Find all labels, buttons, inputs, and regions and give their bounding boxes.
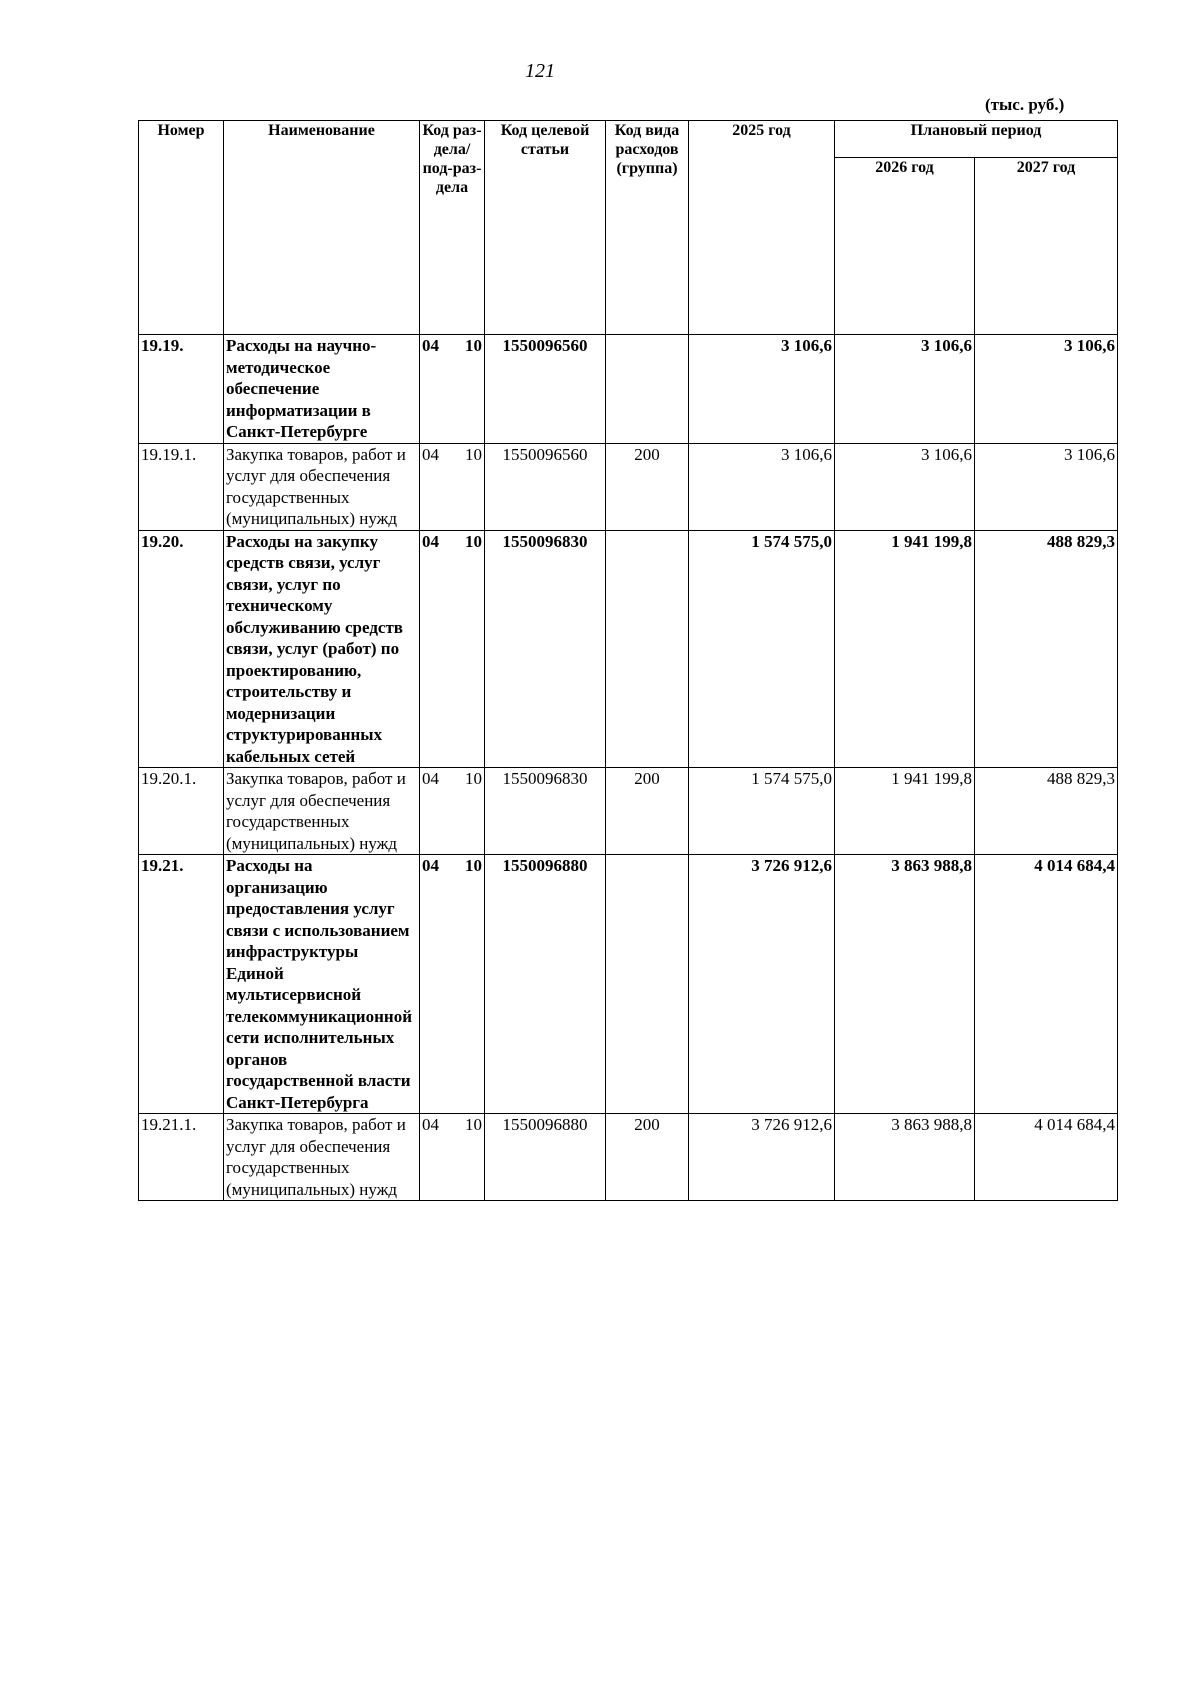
row-expense-type: 200 — [606, 1114, 689, 1201]
row-subsection: 10 — [465, 1115, 482, 1134]
row-name: Расходы на научно-методическое обеспечение информатизации в Санкт-Петербурге — [224, 335, 420, 444]
row-target-code: 1550096880 — [485, 855, 606, 1114]
row-section-code — [420, 335, 485, 444]
row-target-code: 1550096830 — [485, 768, 606, 855]
row-value-2027: 4 014 684,4 — [975, 1114, 1118, 1201]
header-target-code: Код целевой статьи — [485, 121, 606, 335]
row-subsection: 10 — [465, 444, 482, 464]
row-value-2026: 1 941 199,8 — [835, 768, 975, 855]
row-subsection: 10 — [465, 856, 482, 875]
row-value-2025: 1 574 575,0 — [689, 530, 835, 768]
row-section-code — [420, 768, 485, 855]
row-section: 04 — [422, 1115, 439, 1134]
row-section: 04 — [422, 444, 439, 464]
table-row — [139, 530, 1118, 768]
row-name: Закупка товаров, работ и услуг для обеспечения государственных (муниципальных) нужд — [224, 768, 420, 855]
row-subsection: 10 — [465, 769, 482, 788]
row-value-2027: 3 106,6 — [975, 443, 1118, 530]
row-section: 04 — [422, 856, 439, 875]
table-row — [139, 855, 1118, 1114]
row-target-code: 1550096560 — [485, 443, 606, 530]
header-name: Наименование — [224, 121, 420, 335]
row-expense-type — [606, 855, 689, 1114]
row-target-code: 1550096830 — [485, 530, 606, 768]
header-number: Номер — [139, 121, 224, 335]
row-expense-type — [606, 335, 689, 444]
row-section: 04 — [422, 769, 439, 788]
header-expense-type-code: Код вида расходов (группа) — [606, 121, 689, 335]
row-number: 19.20.1. — [139, 768, 224, 855]
row-subsection: 10 — [465, 531, 482, 551]
row-value-2026: 3 863 988,8 — [835, 855, 975, 1114]
row-value-2025: 3 106,6 — [689, 443, 835, 530]
header-year-2027: 2027 год — [975, 158, 1118, 335]
row-expense-type: 200 — [606, 768, 689, 855]
row-target-code: 1550096880 — [485, 1114, 606, 1201]
header-section-code: Код раз-дела/ под-раз-дела — [420, 121, 485, 335]
budget-table — [138, 120, 1118, 1201]
row-value-2026: 3 106,6 — [835, 335, 975, 444]
row-value-2026: 3 863 988,8 — [835, 1114, 975, 1201]
row-value-2027: 488 829,3 — [975, 768, 1118, 855]
row-number: 19.19.1. — [139, 443, 224, 530]
row-value-2026: 3 106,6 — [835, 443, 975, 530]
row-value-2025: 3 726 912,6 — [689, 855, 835, 1114]
header-year-2026: 2026 год — [835, 158, 975, 335]
table-row — [139, 443, 1118, 530]
table-row — [139, 768, 1118, 855]
row-section-code — [420, 1114, 485, 1201]
row-value-2025: 1 574 575,0 — [689, 768, 835, 855]
row-value-2027: 488 829,3 — [975, 530, 1118, 768]
row-value-2025: 3 106,6 — [689, 335, 835, 444]
row-section-code — [420, 855, 485, 1114]
row-number: 19.20. — [139, 530, 224, 768]
row-number: 19.21. — [139, 855, 224, 1114]
row-section-code — [420, 530, 485, 768]
header-year-2025: 2025 год — [689, 121, 835, 335]
row-subsection: 10 — [465, 336, 482, 355]
row-name: Расходы на закупку средств связи, услуг связи, услуг по техническому обслуживанию средств связи, услуг (работ) по проектированию, строительству и модернизации структурированных кабельных сетей — [224, 530, 420, 768]
row-number: 19.21.1. — [139, 1114, 224, 1201]
header-planned-period: Плановый период — [835, 121, 1118, 158]
row-value-2027: 4 014 684,4 — [975, 855, 1118, 1114]
row-name: Закупка товаров, работ и услуг для обеспечения государственных (муниципальных) нужд — [224, 443, 420, 530]
row-value-2025: 3 726 912,6 — [689, 1114, 835, 1201]
row-expense-type: 200 — [606, 443, 689, 530]
page-number: 121 — [525, 60, 555, 82]
row-name: Закупка товаров, работ и услуг для обеспечения государственных (муниципальных) нужд — [224, 1114, 420, 1201]
table-row — [139, 335, 1118, 444]
row-value-2027: 3 106,6 — [975, 335, 1118, 444]
row-section: 04 — [422, 531, 439, 551]
row-section: 04 — [422, 336, 439, 355]
row-name: Расходы на организацию предоставления услуг связи с использованием инфраструктуры Единой мультисервисной телекоммуникационной сети исполнительных органов государственной власти Санкт-Петербурга — [224, 855, 420, 1114]
table-row — [139, 1114, 1118, 1201]
row-target-code: 1550096560 — [485, 335, 606, 444]
row-expense-type — [606, 530, 689, 768]
row-value-2026: 1 941 199,8 — [835, 530, 975, 768]
row-section-code — [420, 443, 485, 530]
units-label: (тыс. руб.) — [985, 95, 1065, 114]
row-number: 19.19. — [139, 335, 224, 444]
